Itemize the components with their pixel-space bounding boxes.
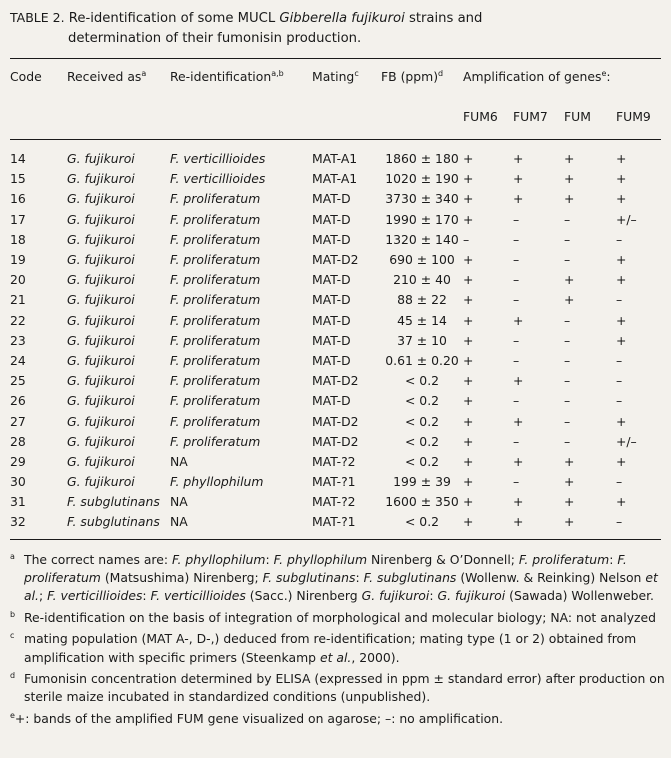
footnote-mark: c — [10, 631, 15, 641]
cell-gene: + — [463, 171, 474, 187]
footnote-mark: b — [10, 609, 16, 619]
cell-reident: F. proliferatum — [170, 272, 261, 288]
cell-gene: + — [463, 393, 474, 409]
cell-received: G. fujikuroi — [67, 191, 135, 207]
cell-received: G. fujikuroi — [67, 352, 135, 368]
cell-gene: + — [463, 494, 474, 510]
caption-text-end: strains and — [404, 11, 483, 26]
cell-received: F. subglutinans — [67, 514, 160, 530]
table-row — [10, 432, 661, 452]
cell-gene: – — [564, 352, 571, 368]
cell-mating: MAT-?1 — [312, 474, 356, 490]
cell-gene: – — [513, 252, 520, 268]
cell-code: 21 — [10, 292, 26, 308]
cell-reident: F. proliferatum — [170, 332, 261, 348]
cell-gene: + — [463, 211, 474, 227]
cell-gene: – — [564, 413, 571, 429]
footnote-d — [10, 670, 665, 707]
cell-mating: MAT-?2 — [312, 453, 356, 469]
table-row — [10, 250, 661, 270]
cell-code: 16 — [10, 191, 26, 207]
cell-code: 24 — [10, 352, 26, 368]
cell-received: G. fujikuroi — [67, 453, 135, 469]
cell-gene: – — [564, 312, 571, 328]
cell-gene: – — [513, 211, 520, 227]
cell-code: 25 — [10, 373, 26, 389]
cell-gene: + — [616, 151, 627, 167]
header-row — [10, 59, 661, 94]
cell-mating: MAT-D2 — [312, 373, 359, 389]
cell-gene: + — [564, 292, 575, 308]
cell-reident: F. proliferatum — [170, 211, 261, 227]
cell-gene: – — [513, 474, 520, 490]
cell-gene: + — [616, 171, 627, 187]
cell-code: 31 — [10, 494, 26, 510]
cell-fb: 1860 ± 180 — [385, 151, 459, 167]
cell-code: 20 — [10, 272, 26, 288]
cell-reident: F. verticillioides — [170, 171, 266, 187]
footnote-text: $^e$+: bands of the amplified FUM gene visualized on agarose; –: no amplification. — [10, 710, 504, 726]
cell-fb: 1990 ± 170 — [385, 211, 459, 227]
cell-gene: + — [463, 191, 474, 207]
cell-mating: MAT-D — [312, 211, 351, 227]
footnote-c — [10, 630, 665, 667]
cell-received: G. fujikuroi — [67, 171, 135, 187]
cell-gene: + — [463, 252, 474, 268]
header-reident: Re-identification$^{a,b}$ — [170, 68, 284, 84]
cell-reident: NA — [170, 453, 188, 469]
cell-received: G. fujikuroi — [67, 211, 135, 227]
cell-gene: +/– — [616, 211, 637, 227]
table-row — [10, 210, 661, 230]
cell-gene: + — [463, 151, 474, 167]
footnote-mark: d — [10, 671, 16, 680]
cell-code: 15 — [10, 171, 26, 187]
cell-gene: + — [513, 151, 524, 167]
table-row — [10, 290, 661, 310]
cell-gene: + — [564, 191, 575, 207]
cell-gene: – — [616, 292, 623, 308]
footnote-b — [10, 609, 665, 627]
table-row — [10, 169, 661, 189]
cell-gene: + — [463, 514, 474, 530]
cell-code: 27 — [10, 413, 26, 429]
cell-received: G. fujikuroi — [67, 312, 135, 328]
cell-code: 22 — [10, 312, 26, 328]
table-row — [10, 452, 661, 472]
cell-reident: F. proliferatum — [170, 413, 261, 429]
cell-code: 26 — [10, 393, 26, 409]
cell-gene: – — [564, 252, 571, 268]
cell-fb: 199 ± 39 — [393, 474, 451, 490]
cell-gene: + — [564, 474, 575, 490]
cell-reident: F. proliferatum — [170, 292, 261, 308]
table-row — [10, 311, 661, 331]
cell-gene: + — [463, 413, 474, 429]
cell-gene: – — [616, 231, 623, 247]
cell-reident: F. phyllophilum — [170, 474, 264, 490]
cell-gene: + — [513, 494, 524, 510]
footnote-text: The correct names are: F. phyllophilum: F. phyllophilum Nirenberg & O’Donnell; F. proliferatum: F. proliferatum (Matsushima) Nirenberg; F. subglutinans: F. subglutinans (Wollenw. & Reinking) Nelson et al.; F. verticillioides: F. verticillioides (Sacc.) Nirenberg G. fujikuroi: G. fujikuroi (Sawada) Wollenweber. — [24, 551, 658, 604]
footnote-text: Re-identification on the basis of integration of morphological and molecular biology; NA: not analyzed — [24, 609, 657, 625]
cell-gene: + — [564, 453, 575, 469]
cell-received: G. fujikuroi — [67, 474, 135, 490]
header-amplification: Amplification of genes$^e$: — [463, 68, 611, 84]
cell-gene: – — [463, 231, 470, 247]
cell-reident: F. proliferatum — [170, 373, 261, 389]
cell-received: G. fujikuroi — [67, 272, 135, 288]
header-gene: FUM — [564, 108, 591, 124]
cell-mating: MAT-D — [312, 272, 351, 288]
cell-gene: – — [513, 272, 520, 288]
cell-gene: – — [564, 211, 571, 227]
header-gene: FUM6 — [463, 108, 498, 124]
cell-code: 18 — [10, 231, 26, 247]
cell-code: 14 — [10, 151, 26, 167]
cell-code: 28 — [10, 433, 26, 449]
table-row — [10, 411, 661, 431]
footnote-e — [10, 710, 665, 728]
cell-gene: – — [564, 231, 571, 247]
cell-gene: + — [616, 332, 627, 348]
cell-received: G. fujikuroi — [67, 413, 135, 429]
cell-received: G. fujikuroi — [67, 373, 135, 389]
cell-gene: – — [616, 373, 623, 389]
caption-line-2: determination of their fumonisin production. — [68, 31, 362, 46]
cell-mating: MAT-?1 — [312, 514, 356, 530]
cell-mating: MAT-A1 — [312, 151, 358, 167]
cell-mating: MAT-D — [312, 292, 351, 308]
cell-reident: NA — [170, 514, 188, 530]
cell-gene: + — [463, 373, 474, 389]
cell-gene: + — [616, 494, 627, 510]
cell-fb: < 0.2 — [404, 373, 440, 389]
cell-gene: – — [513, 433, 520, 449]
cell-gene: + — [513, 191, 524, 207]
cell-received: G. fujikuroi — [67, 292, 135, 308]
cell-received: G. fujikuroi — [67, 433, 135, 449]
cell-gene: + — [463, 433, 474, 449]
cell-fb: 3730 ± 340 — [385, 191, 459, 207]
cell-received: G. fujikuroi — [67, 252, 135, 268]
cell-gene: + — [513, 312, 524, 328]
cell-gene: + — [463, 272, 474, 288]
cell-gene: + — [564, 272, 575, 288]
cell-gene: – — [513, 352, 520, 368]
table-label: TABLE 2. — [10, 10, 65, 25]
cell-gene: – — [616, 474, 623, 490]
cell-fb: < 0.2 — [404, 453, 440, 469]
cell-gene: + — [564, 494, 575, 510]
header-gene: FUM9 — [616, 108, 651, 124]
cell-gene: + — [463, 312, 474, 328]
cell-fb: < 0.2 — [404, 514, 440, 530]
cell-mating: MAT-D2 — [312, 413, 359, 429]
cell-fb: 1020 ± 190 — [385, 171, 459, 187]
table-caption — [10, 8, 665, 49]
cell-reident: F. proliferatum — [170, 433, 261, 449]
cell-gene: + — [616, 413, 627, 429]
caption-species: Gibberella fujikuroi — [279, 11, 405, 26]
cell-gene: – — [616, 514, 623, 530]
cell-fb: < 0.2 — [404, 393, 440, 409]
table-row — [10, 391, 661, 411]
cell-reident: F. proliferatum — [170, 191, 261, 207]
header-code: Code — [10, 68, 42, 84]
table-row — [10, 189, 661, 209]
cell-gene: + — [513, 413, 524, 429]
cell-received: F. subglutinans — [67, 494, 160, 510]
cell-fb: 88 ± 22 — [397, 292, 447, 308]
cell-gene: + — [513, 453, 524, 469]
cell-gene: + — [616, 453, 627, 469]
cell-code: 23 — [10, 332, 26, 348]
cell-gene: – — [513, 332, 520, 348]
cell-fb: 690 ± 100 — [389, 252, 455, 268]
cell-gene: + — [616, 252, 627, 268]
cell-gene: + — [463, 332, 474, 348]
cell-reident: F. verticillioides — [170, 151, 266, 167]
footnote-mark: e — [10, 710, 15, 720]
cell-gene: – — [513, 292, 520, 308]
cell-gene: + — [463, 453, 474, 469]
table-row — [10, 230, 661, 250]
header-received: Received $as^a$ — [67, 68, 147, 84]
cell-mating: MAT-D — [312, 332, 351, 348]
cell-gene: + — [616, 312, 627, 328]
cell-gene: – — [564, 433, 571, 449]
cell-gene: + — [463, 292, 474, 308]
cell-gene: + — [463, 474, 474, 490]
caption-text: Re-identification of some MUCL — [68, 11, 280, 26]
table-row — [10, 351, 661, 371]
cell-reident: F. proliferatum — [170, 312, 261, 328]
footnote-text: mating population (MAT A-, D-,) deduced from re-identification; mating type (1 or 2) obtained from amplification with specific primers (Steenkamp et al., 2000). — [24, 631, 637, 665]
cell-code: 32 — [10, 514, 26, 530]
cell-fb: 1600 ± 350 — [385, 494, 459, 510]
cell-gene: + — [564, 151, 575, 167]
cell-fb: 0.61 ± 0.20 — [385, 352, 459, 368]
cell-gene: – — [513, 393, 520, 409]
cell-code: 19 — [10, 252, 26, 268]
table-row — [10, 492, 661, 512]
footnote-text: Fumonisin concentration determined by ELISA (expressed in ppm ± standard error) after production on sterile maize incubated in standardized conditions (unpublished). — [24, 671, 665, 705]
cell-fb: 37 ± 10 — [397, 332, 447, 348]
cell-gene: – — [616, 393, 623, 409]
cell-fb: < 0.2 — [404, 433, 440, 449]
cell-code: 29 — [10, 453, 26, 469]
gene-header-row — [10, 93, 661, 140]
cell-received: G. fujikuroi — [67, 332, 135, 348]
table-row — [10, 331, 661, 351]
cell-mating: MAT-A1 — [312, 171, 358, 187]
cell-code: 30 — [10, 474, 26, 490]
cell-received: G. fujikuroi — [67, 151, 135, 167]
cell-received: G. fujikuroi — [67, 393, 135, 409]
cell-gene: +/– — [616, 433, 637, 449]
table-row — [10, 270, 661, 290]
cell-gene: + — [616, 272, 627, 288]
cell-gene: – — [564, 393, 571, 409]
cell-reident: F. proliferatum — [170, 252, 261, 268]
header-fb: FB (ppm)$^d$ — [381, 68, 444, 84]
cell-gene: + — [616, 191, 627, 207]
cell-fb: 45 ± 14 — [397, 312, 447, 328]
cell-gene: + — [513, 514, 524, 530]
table-row — [10, 140, 661, 170]
cell-received: G. fujikuroi — [67, 231, 135, 247]
cell-gene: – — [564, 373, 571, 389]
cell-gene: + — [564, 171, 575, 187]
cell-mating: MAT-D — [312, 312, 351, 328]
cell-mating: MAT-?2 — [312, 494, 356, 510]
table-row — [10, 371, 661, 391]
cell-mating: MAT-D2 — [312, 252, 359, 268]
cell-gene: + — [513, 373, 524, 389]
table-body — [10, 140, 661, 540]
caption-line-1 — [10, 8, 665, 29]
cell-gene: – — [564, 332, 571, 348]
cell-code: 17 — [10, 211, 26, 227]
footnote-mark: a — [10, 551, 15, 561]
header-mating: Mating$^c$ — [312, 68, 359, 84]
cell-fb: < 0.2 — [404, 413, 440, 429]
cell-reident: F. proliferatum — [170, 352, 261, 368]
cell-mating: MAT-D — [312, 231, 351, 247]
table-row — [10, 512, 661, 539]
header-gene: FUM7 — [513, 108, 548, 124]
cell-fb: 210 ± 40 — [393, 272, 451, 288]
cell-mating: MAT-D — [312, 191, 351, 207]
cell-gene: – — [616, 352, 623, 368]
footnotes — [10, 551, 665, 729]
cell-reident: NA — [170, 494, 188, 510]
cell-mating: MAT-D — [312, 352, 351, 368]
cell-mating: MAT-D — [312, 393, 351, 409]
cell-gene: – — [513, 231, 520, 247]
strains-table — [10, 58, 661, 540]
cell-gene: + — [564, 514, 575, 530]
cell-gene: + — [463, 352, 474, 368]
cell-reident: F. proliferatum — [170, 231, 261, 247]
table-row — [10, 472, 661, 492]
cell-fb: 1320 ± 140 — [385, 231, 459, 247]
cell-gene: + — [513, 171, 524, 187]
footnote-a — [10, 551, 665, 606]
cell-reident: F. proliferatum — [170, 393, 261, 409]
cell-mating: MAT-D2 — [312, 433, 359, 449]
